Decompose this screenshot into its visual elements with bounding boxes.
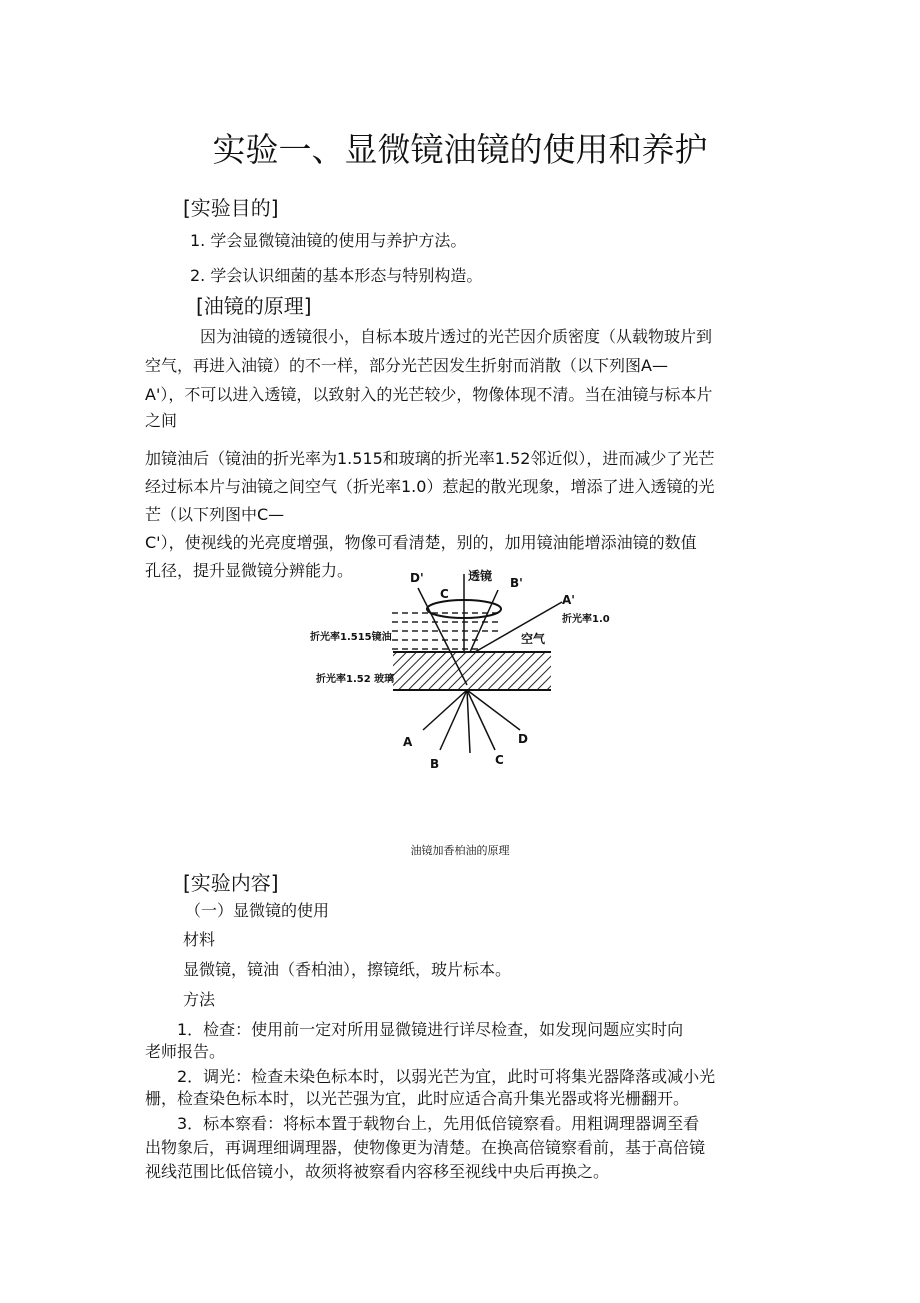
step-line: 2．调光：检查未染色标本时，以弱光芒为宜，此时可将集光器降落或减小光 (177, 1067, 716, 1086)
paragraph-line: C'），使视线的光亮度增强，物像可看清楚，别的，加用镜油能增添油镜的数值 (145, 533, 697, 552)
figure-caption: 油镜加香柏油的原理 (410, 844, 510, 857)
paragraph-line: 加镜油后（镜油的折光率为1.515和玻璃的折光率1.52邻近似），进而减少了光芒 (145, 449, 715, 468)
label-a-prime: A' (562, 593, 575, 607)
content-heading: [实验内容] (183, 871, 279, 895)
step-line: 1．检查：使用前一定对所用显微镜进行详尽检查，如发现问题应实时向 (177, 1020, 684, 1039)
step-line: 3．标本察看：将标本置于载物台上，先用低倍镜察看。用粗调理器调至看 (177, 1114, 700, 1133)
label-c-top: C (440, 587, 449, 601)
glass-slide (393, 652, 551, 690)
paragraph-line: 空气，再进入油镜）的不一样，部分光芒因发生折射而消散（以下列图A— (145, 356, 668, 375)
paragraph-line: 之间 (145, 411, 178, 430)
materials-label: 材料 (183, 930, 216, 949)
label-b-prime: B' (510, 576, 523, 590)
purpose-item: 2. 学会认识细菌的基本形态与特别构造。 (190, 266, 483, 285)
step-line: 视线范围比低倍镜小，故须将被察看内容移至视线中央后再换之。 (145, 1162, 610, 1181)
paragraph-line: A'），不可以进入透镜，以致射入的光芒较少，物像体现不清。当在油镜与标本片 (145, 385, 713, 404)
label-b: B (430, 757, 440, 771)
principle-heading: [油镜的原理] (196, 294, 312, 318)
paragraph-line: 经过标本片与油镜之间空气（折光率1.0）惹起的散光现象，增添了进入透镜的光 (145, 477, 715, 496)
label-d: D (518, 732, 528, 746)
step-line: 老师报告。 (145, 1042, 226, 1061)
label-air-index: 折光率1.0 (562, 614, 610, 625)
step-line: 栅，检查染色标本时，以光芒强为宜，此时应适合高升集光器或将光栅翻开。 (145, 1089, 690, 1108)
materials-text: 显微镜，镜油（香柏油），擦镜纸，玻片标本。 (183, 960, 512, 979)
label-d-prime: D' (410, 571, 424, 585)
label-a: A (403, 735, 413, 749)
paragraph-line: 孔径，提升显微镜分辨能力。 (145, 561, 354, 580)
purpose-item: 1. 学会显微镜油镜的使用与养护方法。 (190, 231, 467, 250)
section-title: （一）显微镜的使用 (185, 901, 330, 920)
paragraph-line: 因为油镜的透镜很小，自标本玻片透过的光芒因介质密度（从载物玻片到 (200, 327, 713, 346)
method-label: 方法 (183, 990, 216, 1009)
label-glass: 折光率1.52 玻璃 (316, 674, 395, 685)
label-c: C (495, 753, 504, 767)
paragraph-line: 芒（以下列图中C— (145, 505, 285, 524)
label-air: 空气 (521, 632, 546, 646)
step-line: 出物象后，再调理细调理器，使物像更为清楚。在换高倍镜察看前，基于高倍镜 (145, 1138, 706, 1157)
purpose-heading: [实验目的] (183, 196, 279, 220)
page-title: 实验一、显微镜油镜的使用和养护 (212, 130, 708, 169)
oil-immersion-diagram (300, 560, 620, 780)
label-lens: 透镜 (468, 569, 493, 583)
label-oil: 折光率1.515镜油 (310, 632, 392, 643)
